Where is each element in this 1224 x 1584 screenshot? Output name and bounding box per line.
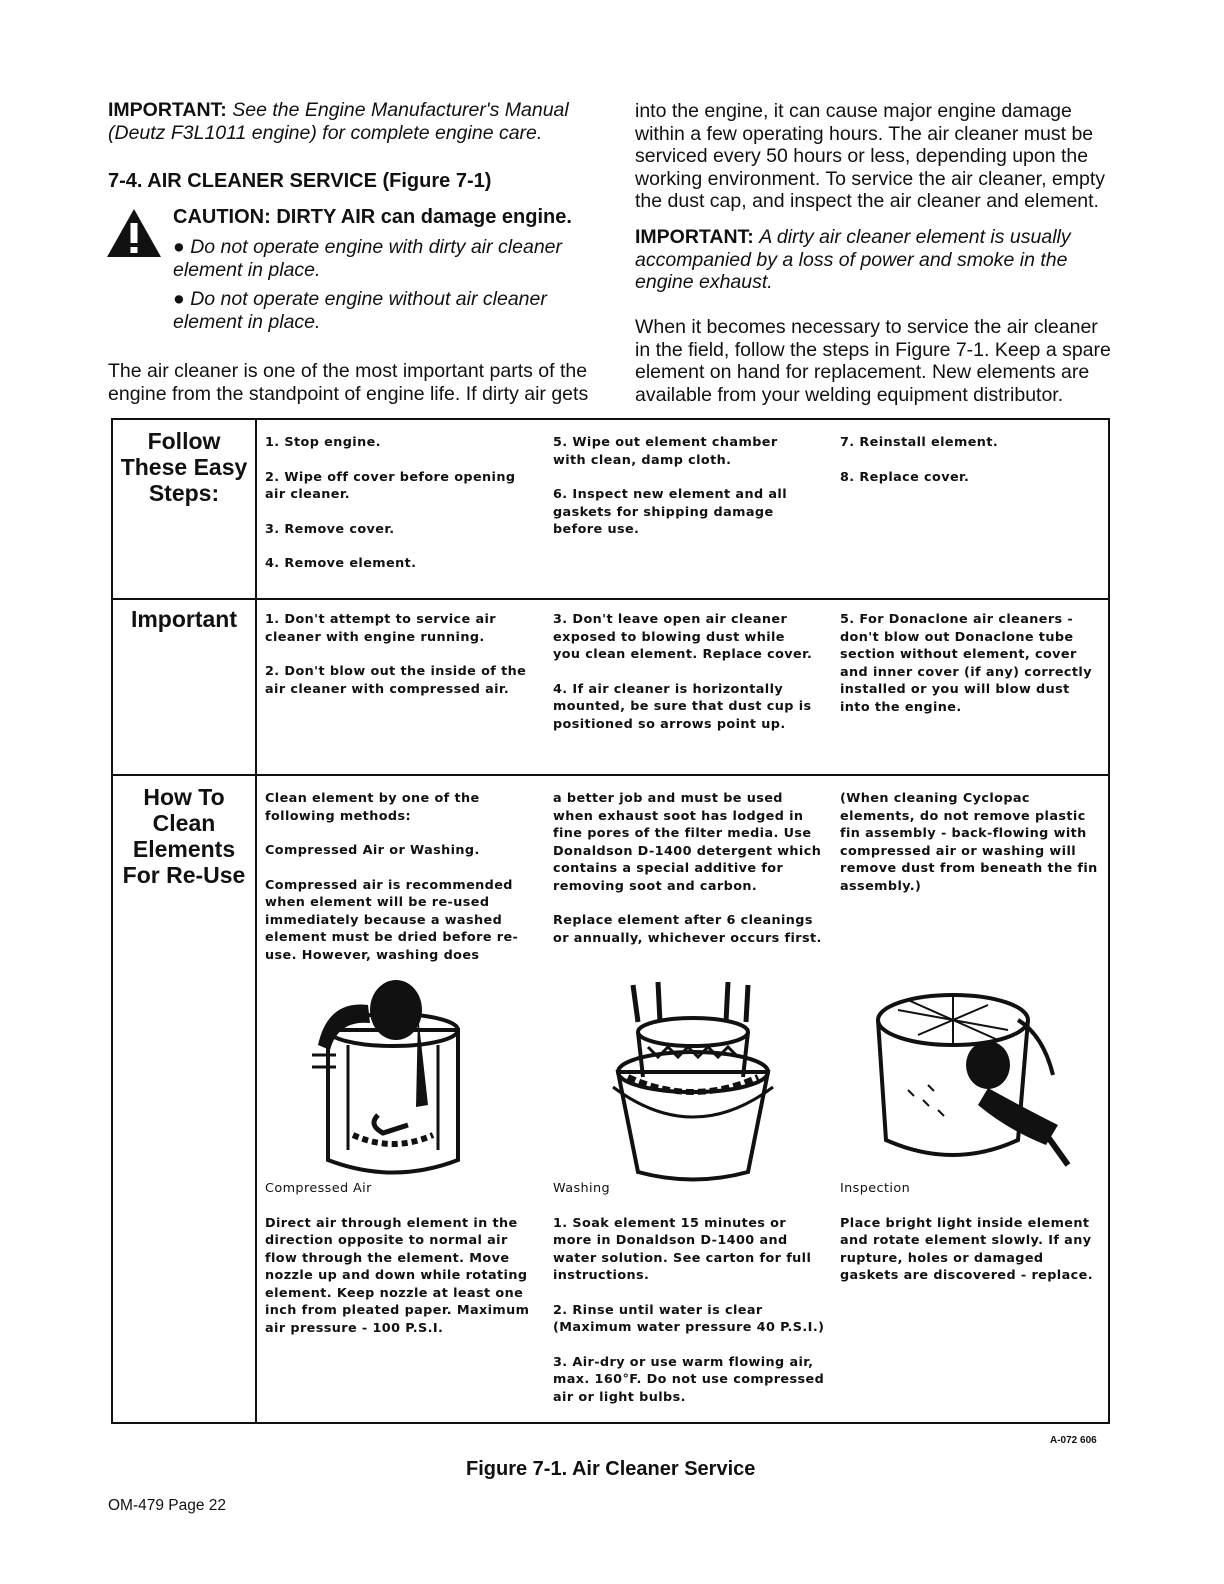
method-text: 2. Rinse until water is clear (Maximum water pressure 40 P.S.I.) — [553, 1302, 825, 1335]
table-row-divider — [113, 774, 1108, 776]
caution-title: CAUTION: DIRTY AIR can damage engine. — [173, 206, 572, 228]
important-item: 4. If air cleaner is horizontally mounted, be sure that dust cup is positioned so arrows point up. — [553, 681, 812, 732]
important-item: 1. Don't attempt to service air cleaner with engine running. — [265, 612, 497, 645]
method-title: Compressed Air — [265, 1181, 372, 1196]
step-item: 2. Wipe off cover before opening air cleaner. — [265, 469, 516, 502]
steps-col-2 — [553, 434, 803, 556]
step-item: 4. Remove element. — [265, 556, 417, 571]
clean-col-3 — [840, 790, 1102, 912]
figure-table — [111, 418, 1110, 1424]
washing-illustration — [598, 977, 788, 1182]
clean-text: Clean element by one of the following methods: — [265, 791, 480, 824]
caution-bullet-2 — [173, 288, 593, 333]
field-paragraph: When it becomes necessary to service the air cleaner in the field, follow the steps in Figure 7-1. Keep a spare element on hand for replacement. New elements are available from your welding equipment distributor. — [635, 316, 1111, 406]
steps-col-1 — [265, 434, 540, 590]
important-label: IMPORTANT: — [108, 99, 227, 121]
step-item: 6. Inspect new element and all gaskets for shipping damage before use. — [553, 487, 787, 537]
method-text: 1. Soak element 15 minutes or more in Donaldson D-1400 and water solution. See carton for full instructions. — [553, 1215, 812, 1283]
bullet-icon: ● — [173, 288, 185, 310]
method-title: Washing — [553, 1181, 611, 1196]
row-label-steps: Follow These Easy Steps: — [120, 428, 248, 506]
warning-triangle-icon — [105, 207, 163, 259]
important-col-3 — [840, 611, 1102, 733]
method-title: Inspection — [840, 1181, 911, 1196]
method-inspection — [840, 1180, 1102, 1302]
clean-text: Replace element after 6 cleanings or annually, whichever occurs first. — [553, 913, 822, 946]
clean-text: a better job and must be used when exhaust soot has lodged in fine pores of the filter media. Use Donaldson D-1400 detergent which contains a special additive for removing soot and carbon. — [553, 791, 822, 894]
section-heading: 7-4. AIR CLEANER SERVICE (Figure 7-1) — [108, 170, 492, 192]
step-item: 8. Replace cover. — [840, 469, 970, 485]
method-text: Place bright light inside element and rotate element slowly. If any rupture, holes or damaged gaskets are discovered - replace. — [840, 1215, 1093, 1283]
method-text: 3. Air-dry or use warm flowing air, max. 160°F. Do not use compressed air or light bulbs. — [553, 1354, 825, 1405]
table-column-divider — [255, 420, 257, 1422]
row-label-how-to-clean: How To Clean Elements For Re-Use — [122, 784, 246, 888]
important-note-right — [635, 226, 1115, 294]
page-footer: OM-479 Page 22 — [108, 1497, 227, 1514]
important-label: IMPORTANT: — [635, 226, 754, 248]
caution-bullet-1-text: Do not operate engine with dirty air cleaner element in place. — [173, 236, 562, 281]
important-text: A dirty air cleaner element is usually accompanied by a loss of power and smoke in the engine exhaust. — [635, 226, 1071, 293]
caution-bullet-1 — [173, 236, 593, 281]
caution-bullet-2-text: Do not operate engine without air cleaner element in place. — [173, 288, 547, 333]
method-compressed-air — [265, 1180, 540, 1354]
clean-text: Compressed air is recommended when element will be re-used immediately because a washed element must be dried before re-use. However, washing does — [265, 877, 519, 963]
step-item: 3. Remove cover. — [265, 521, 395, 537]
figure-caption: Figure 7-1. Air Cleaner Service — [466, 1458, 756, 1480]
important-text: See the Engine Manufacturer's Manual (Deutz F3L1011 engine) for complete engine care. — [108, 99, 569, 144]
steps-col-3 — [840, 434, 1100, 503]
important-note-left — [108, 99, 592, 144]
step-item: 7. Reinstall element. — [840, 435, 999, 450]
clean-text: (When cleaning Cyclopac elements, do not remove plastic fin assembly - back-flowing with compressed air or washing will remove dust from beneath the fin assembly.) — [840, 791, 1098, 894]
clean-col-1 — [265, 790, 540, 981]
step-item: 1. Stop engine. — [265, 435, 381, 450]
intro-paragraph: The air cleaner is one of the most important parts of the engine from the standpoint of engine life. If dirty air gets — [108, 360, 589, 405]
inspection-illustration — [868, 980, 1078, 1180]
method-washing — [553, 1180, 828, 1423]
clean-col-2 — [553, 790, 825, 964]
continuation-paragraph: into the engine, it can cause major engine damage within a few operating hours. The air cleaner must be serviced every 50 hours or less, depending upon the working environment. To service the air cleaner, empty the dust cap, and inspect the air cleaner and element. — [635, 100, 1106, 212]
clean-text: Compressed Air or Washing. — [265, 843, 480, 858]
important-col-2 — [553, 611, 813, 750]
method-text: Direct air through element in the direction opposite to normal air flow through the element. Move nozzle up and down while rotating element. Keep nozzle at least one inch from pleated paper. Maximum air pressure - 100 P.S.I. — [265, 1215, 530, 1336]
figure-code: A-072 606 — [1050, 1435, 1097, 1446]
table-row-divider — [113, 598, 1108, 600]
step-item: 5. Wipe out element chamber with clean, damp cloth. — [553, 435, 778, 468]
important-col-1 — [265, 611, 545, 715]
important-item: 2. Don't blow out the inside of the air cleaner with compressed air. — [265, 664, 527, 697]
important-item: 3. Don't leave open air cleaner exposed to blowing dust while you clean element. Replace cover. — [553, 612, 813, 662]
compressed-air-illustration — [308, 975, 478, 1180]
important-item: 5. For Donaclone air cleaners - don't blow out Donaclone tube section without element, cover and inner cover (if any) correctly installed or you will blow dust into the engine. — [840, 612, 1092, 715]
bullet-icon: ● — [173, 236, 185, 258]
row-label-important: Important — [130, 606, 238, 632]
